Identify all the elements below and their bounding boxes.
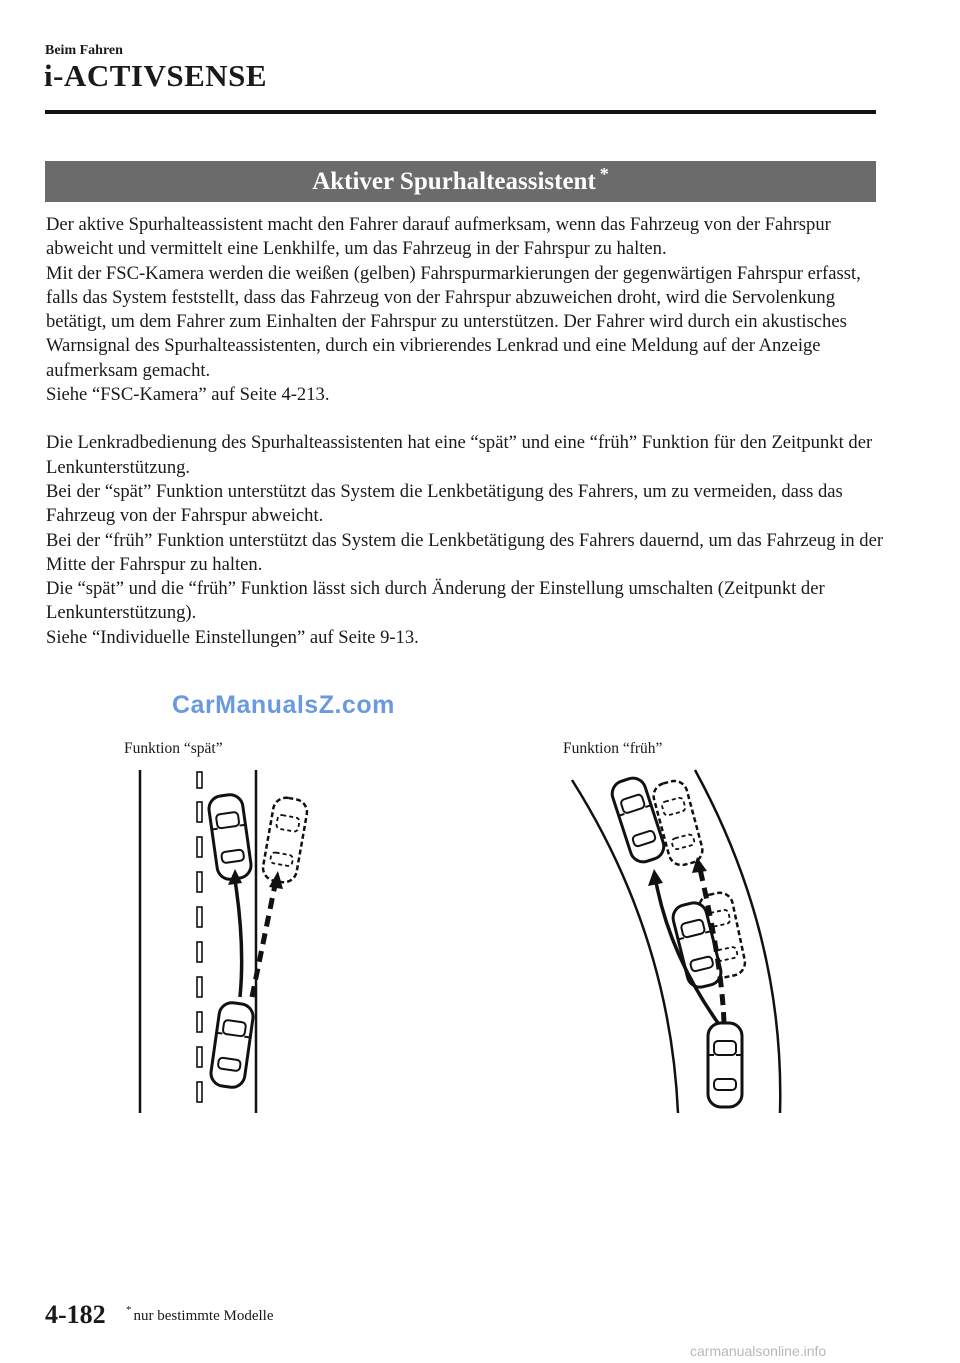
body-text [46, 213, 886, 650]
section-title: i-ACTIVSENSE [44, 58, 268, 93]
optional-equipment-star: * [599, 164, 609, 184]
paragraph: Der aktive Spurhalteassistent macht den Fahrer darauf aufmerksam, wenn das Fahrzeug von der Fahrspur abweicht und vermittelt eine Lenkhilfe, um das Fahrzeug in der Fahrspur zu halten. [46, 214, 831, 260]
paragraph: Bei der “früh” Funktion unterstützt das System die Lenkbetätigung des Fahrers dauernd, um das Fahrzeug in der Mitte der Fahrspur zu halten. [46, 529, 884, 575]
paragraph: Die “spät” und die “früh” Funktion lässt sich durch Änderung der Einstellung umschalten (Zeitpunkt der Lenkunterstützung). [46, 578, 825, 624]
paragraph: Mit der FSC-Kamera werden die weißen (gelben) Fahrspurmarkierungen der gegenwärtigen Fahrspur erfasst, falls das System feststellt, dass das Fahrzeug von der Fahrspur abzuweichen droht, wird die Servolenkung betätigt, um dem Fahrer zum Einhalten der Fahrspur zu unterstützen. Der Fahrer wird durch ein akustisches Warnsignal des Spurhalteassistenten, durch ein vibrierendes Lenkrad und eine Meldung auf der Anzeige aufmerksam gemacht. [46, 262, 861, 381]
watermark: CarManualsZ.com [172, 691, 395, 719]
illustration-late-mode [120, 765, 350, 1115]
cross-reference: Siehe “FSC-Kamera” auf Seite 4-213. [46, 384, 330, 406]
figure-label-late: Funktion “spät” [124, 740, 223, 757]
paragraph: Bei der “spät” Funktion unterstützt das System die Lenkbetätigung des Fahrers, um zu vermeiden, dass das Fahrzeug von der Fahrspur abweicht. [46, 480, 843, 527]
footnote-star: * [126, 1304, 132, 1316]
chapter-title: Beim Fahren [45, 43, 123, 58]
footnote [126, 1304, 274, 1325]
footnote-text: nur bestimmte Modelle [133, 1308, 274, 1324]
banner-title: Aktiver Spurhalteassistent [312, 167, 596, 195]
site-watermark: carmanualsonline.info [690, 1343, 827, 1359]
illustration-early-mode [560, 765, 800, 1115]
paragraph: Die Lenkradbedienung des Spurhalteassistenten hat eine “spät” und eine “früh” Funktion für den Zeitpunkt der Lenkunterstützung. [46, 432, 873, 478]
cross-reference: Siehe “Individuelle Einstellungen” auf Seite 9-13. [46, 626, 419, 648]
header-rule [45, 110, 876, 114]
page-number: 4-182 [45, 1300, 106, 1329]
figure-label-early: Funktion “früh” [563, 740, 663, 757]
topic-banner [45, 161, 876, 202]
